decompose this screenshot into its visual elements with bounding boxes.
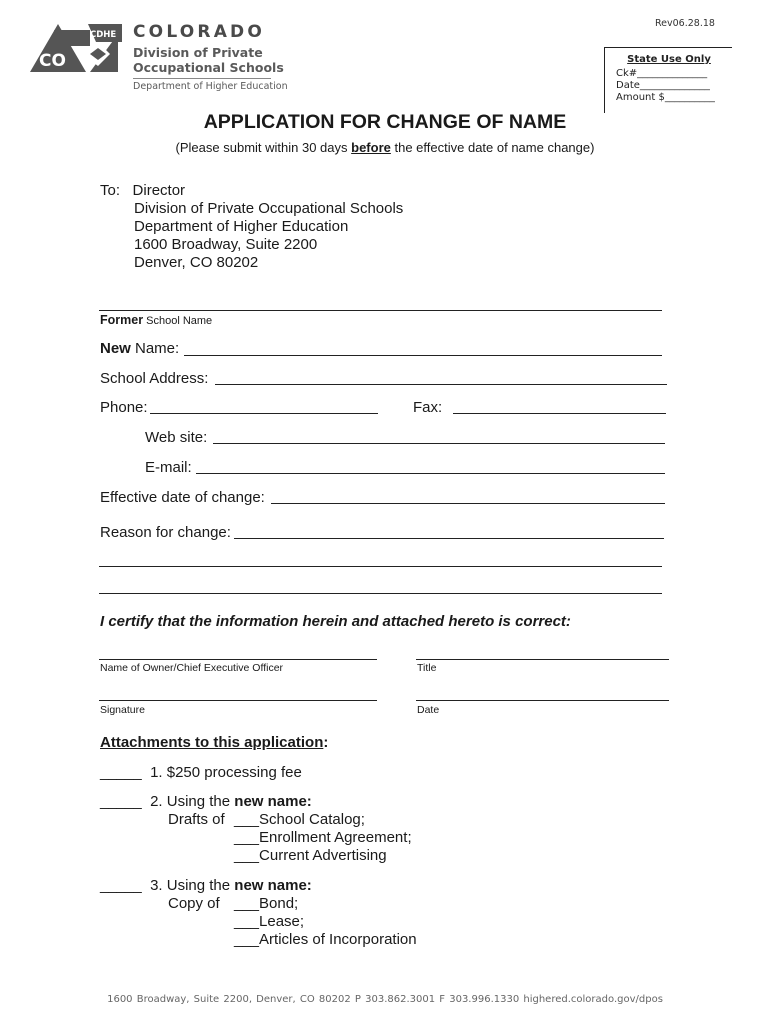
draft-enrollment[interactable]: ___Enrollment Agreement; — [234, 829, 412, 846]
fax-label: Fax: — [413, 399, 443, 416]
address-line3: Department of Higher Education — [134, 218, 349, 235]
phone-label: Phone: — [100, 399, 148, 416]
attachment-item-2 — [100, 793, 312, 811]
date-field[interactable] — [416, 700, 669, 701]
email-field[interactable] — [196, 473, 665, 474]
school-address-label: School Address: — [100, 370, 209, 387]
logo-division-line1: Division of Private — [133, 45, 263, 60]
attachment-item-2-pre: 2. Using the — [150, 793, 235, 810]
former-rest: School Name — [143, 315, 213, 327]
attachments-heading-colon: : — [323, 734, 329, 751]
subtitle-post: the effective date of name change) — [390, 140, 595, 155]
new-rest: Name: — [130, 340, 180, 357]
draft-catalog[interactable]: ___School Catalog; — [234, 811, 365, 828]
former-bold: Former — [100, 313, 144, 327]
reason-label: Reason for change: — [100, 524, 231, 541]
effective-date-label: Effective date of change: — [100, 489, 265, 506]
title-caption: Title — [417, 662, 437, 674]
certification-statement: I certify that the information herein and attached hereto is correct: — [100, 613, 571, 630]
attachment-item-1-text: 1. $250 processing fee — [150, 764, 302, 781]
address-line1: Director — [132, 182, 186, 199]
new-bold: New — [100, 340, 131, 357]
attachment-item-1 — [100, 764, 302, 782]
logo-department: Department of Higher Education — [133, 81, 288, 92]
copy-bond[interactable]: ___Bond; — [234, 895, 299, 912]
attachments-heading — [100, 734, 328, 751]
to-label: To: — [100, 182, 121, 199]
logo-divider — [133, 78, 271, 79]
new-name-label — [100, 340, 179, 357]
website-field[interactable] — [213, 443, 665, 444]
fax-field[interactable] — [453, 413, 666, 414]
reason-field-line3[interactable] — [99, 593, 662, 594]
logo-division-line2: Occupational Schools — [133, 60, 284, 75]
address-line5: Denver, CO 80202 — [134, 254, 259, 271]
attachment-item-2-bold: new name: — [234, 793, 312, 810]
owner-name-caption: Name of Owner/Chief Executive Officer — [100, 662, 284, 674]
owner-name-field[interactable] — [99, 659, 377, 660]
date-caption: Date — [417, 704, 440, 716]
copy-of-label: Copy of — [168, 895, 220, 912]
title-field[interactable] — [416, 659, 669, 660]
state-use-amount: Amount $__________ — [616, 92, 715, 103]
reason-field-line2[interactable] — [99, 566, 662, 567]
reason-field-line1[interactable] — [234, 538, 664, 539]
revision-label: Rev06.28.18 — [655, 18, 715, 29]
website-label: Web site: — [145, 429, 208, 446]
copy-lease[interactable]: ___Lease; — [234, 913, 305, 930]
logo-badge-text: CDHE — [90, 30, 117, 40]
former-name-field[interactable] — [99, 310, 662, 311]
subtitle-bold: before — [351, 140, 391, 155]
attachment-blank-2[interactable]: _____ — [100, 793, 142, 810]
recipient-address — [100, 182, 403, 272]
state-use-box — [604, 47, 732, 113]
state-use-title: State Use Only — [627, 54, 711, 65]
address-line2: Division of Private Occupational Schools — [134, 200, 404, 217]
state-use-date: Date______________ — [616, 80, 710, 91]
page-footer: 1600 Broadway, Suite 2200, Denver, CO 80202 P 303.862.3001 F 303.996.1330 highered.colorado.gov/dpos — [107, 994, 663, 1005]
new-name-field[interactable] — [184, 355, 662, 356]
attachment-item-3-pre: 3. Using the — [150, 877, 235, 894]
form-subtitle — [0, 140, 770, 155]
state-use-ck: Ck#______________ — [616, 68, 708, 79]
email-label: E-mail: — [145, 459, 192, 476]
logo-division — [133, 45, 284, 75]
copy-articles[interactable]: ___Articles of Incorporation — [234, 931, 417, 948]
cdhe-logo — [30, 24, 122, 74]
attachments-heading-text: Attachments to this application — [100, 734, 324, 751]
attachment-item-3 — [100, 877, 312, 895]
logo-co-text: CO — [39, 51, 66, 71]
former-name-caption — [100, 313, 212, 327]
attachment-blank-1[interactable]: _____ — [100, 764, 142, 781]
draft-advertising[interactable]: ___Current Advertising — [234, 847, 387, 864]
signature-field[interactable] — [99, 700, 377, 701]
drafts-of-label: Drafts of — [168, 811, 225, 828]
form-title: APPLICATION FOR CHANGE OF NAME — [203, 111, 567, 133]
logo-title: COLORADO — [133, 22, 266, 42]
school-address-field[interactable] — [215, 384, 667, 385]
phone-field[interactable] — [150, 413, 378, 414]
effective-date-field[interactable] — [271, 503, 665, 504]
attachment-item-3-bold: new name: — [234, 877, 312, 894]
attachment-blank-3[interactable]: _____ — [100, 877, 142, 894]
address-line4: 1600 Broadway, Suite 2200 — [134, 236, 318, 253]
subtitle-pre: (Please submit within 30 days — [175, 140, 352, 155]
signature-caption: Signature — [100, 704, 145, 716]
